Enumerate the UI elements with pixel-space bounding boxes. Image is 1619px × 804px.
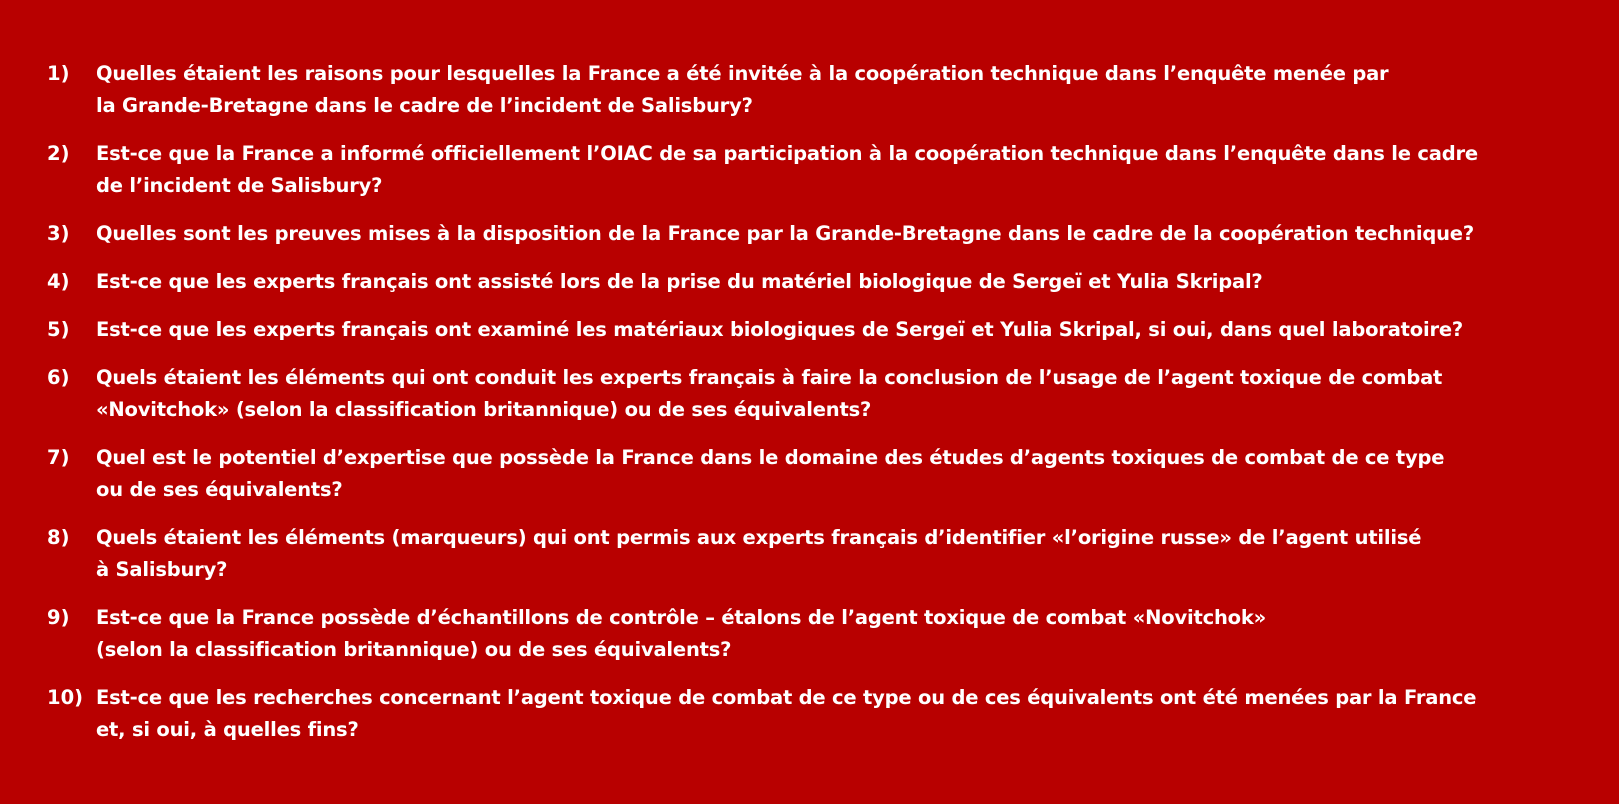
question-text: Quels étaient les éléments qui ont conduit les experts français à faire la conclusion de l’usage de l’agent toxique de combat «Novitchok» (selon la classification britannique) ou de ses équivalents? xyxy=(96,366,1443,421)
question-text: Quels étaient les éléments (marqueurs) qui ont permis aux experts français d’identifier «l’origine russe» de l’agent utilisé à Salisbury? xyxy=(96,526,1422,581)
question-item xyxy=(47,138,1602,202)
question-number: 3) xyxy=(47,222,70,245)
question-item xyxy=(47,58,1602,122)
question-text: Est-ce que la France a informé officiellement l’OIAC de sa participation à la coopération technique dans l’enquête dans le cadre de l’incident de Salisbury? xyxy=(96,142,1478,197)
question-item xyxy=(47,218,1602,250)
question-number: 5) xyxy=(47,318,70,341)
question-number: 4) xyxy=(47,270,70,293)
question-text: Quelles étaient les raisons pour lesquelles la France a été invitée à la coopération technique dans l’enquête menée par la Grande-Bretagne dans le cadre de l’incident de Salisbury? xyxy=(96,62,1389,117)
question-item xyxy=(47,522,1602,586)
question-number: 8) xyxy=(47,526,70,549)
question-text: Quelles sont les preuves mises à la disposition de la France par la Grande-Bretagne dans le cadre de la coopération technique? xyxy=(96,222,1474,245)
question-item xyxy=(47,266,1602,298)
question-text: Est-ce que les recherches concernant l’agent toxique de combat de ce type ou de ces équivalents ont été menées par la France et, si oui, à quelles fins? xyxy=(96,686,1477,741)
question-item xyxy=(47,362,1602,426)
question-item xyxy=(47,442,1602,506)
question-text: Est-ce que les experts français ont examiné les matériaux biologiques de Sergeï et Yulia Skripal, si oui, dans quel laboratoire? xyxy=(96,318,1464,341)
question-item xyxy=(47,602,1602,666)
question-text: Est-ce que les experts français ont assisté lors de la prise du matériel biologique de Sergeï et Yulia Skripal? xyxy=(96,270,1263,293)
question-item xyxy=(47,682,1602,746)
question-number: 10) xyxy=(47,686,84,709)
question-number: 1) xyxy=(47,62,70,85)
question-number: 2) xyxy=(47,142,70,165)
question-number: 6) xyxy=(47,366,70,389)
question-item xyxy=(47,314,1602,346)
question-text: Est-ce que la France possède d’échantillons de contrôle – étalons de l’agent toxique de combat «Novitchok» (selon la classification britannique) ou de ses équivalents? xyxy=(96,606,1266,661)
question-list xyxy=(47,58,1602,762)
question-number: 9) xyxy=(47,606,70,629)
question-number: 7) xyxy=(47,446,70,469)
question-text: Quel est le potentiel d’expertise que possède la France dans le domaine des études d’agents toxiques de combat de ce type ou de ses équivalents? xyxy=(96,446,1445,501)
